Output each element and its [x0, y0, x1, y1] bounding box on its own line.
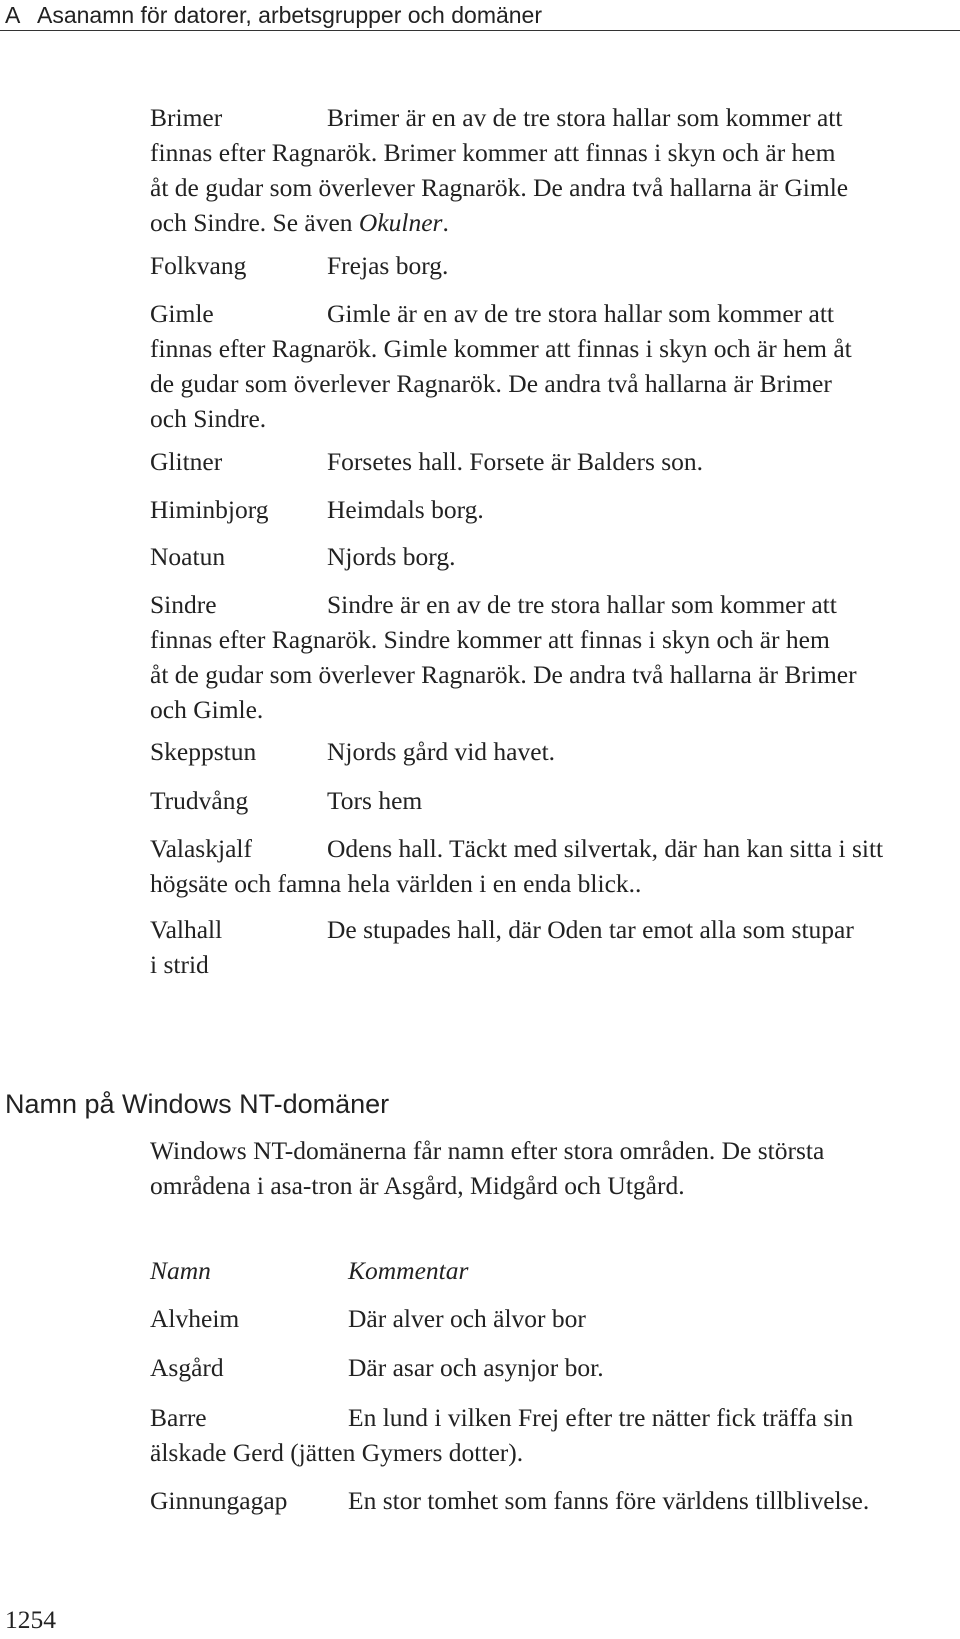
glossary-entry-glitner	[150, 444, 950, 479]
glossary-entry-skeppstun	[150, 734, 950, 769]
entry-term: Ginnungagap	[150, 1486, 288, 1515]
cross-reference: Okulner	[358, 208, 443, 237]
chapter-title: Asanamn för datorer, arbetsgrupper och domäner	[37, 2, 543, 28]
glossary-entry-gimle	[150, 296, 950, 436]
entry-term: Sindre	[150, 590, 217, 619]
entry-definition: Njords borg.	[327, 542, 456, 571]
entry-term: Trudvång	[150, 786, 249, 815]
entry-definition: Heimdals borg.	[327, 495, 484, 524]
entry-term: Barre	[150, 1403, 207, 1432]
page-number: 1254	[5, 1605, 56, 1634]
entry-definition-continued: finnas efter Ragnarök. Gimle kommer att finnas i skyn och är hem åt de gudar som överlever Ragnarök. De andra två hallarna är Brimer och Sindre.	[150, 334, 852, 433]
entry-term: Brimer	[150, 103, 223, 132]
chapter-letter: A	[5, 2, 21, 28]
column-header-name: Namn	[150, 1256, 211, 1285]
glossary-entry-sindre	[150, 587, 950, 727]
entry-definition: Odens hall. Täckt med silvertak, där han kan sitta i sitt	[327, 834, 884, 863]
domain-entry-asgard	[150, 1350, 950, 1385]
entry-term: Noatun	[150, 542, 226, 571]
domain-entry-barre	[150, 1400, 950, 1470]
domain-entry-alvheim	[150, 1301, 950, 1336]
glossary-entry-brimer	[150, 100, 950, 240]
entry-definition: En lund i vilken Frej efter tre nätter fick träffa sin	[348, 1403, 854, 1432]
glossary-entry-valaskjalf	[150, 831, 950, 901]
entry-definition: Njords gård vid havet.	[327, 737, 556, 766]
entry-definition-continued: finnas efter Ragnarök. Sindre kommer att finnas i skyn och är hem åt de gudar som överlever Ragnarök. De andra två hallarna är Brimer och Gimle.	[150, 625, 857, 724]
entry-definition: De stupades hall, där Oden tar emot alla som stupar	[327, 915, 854, 944]
entry-term: Himinbjorg	[150, 495, 269, 524]
entry-term: Asgård	[150, 1353, 224, 1382]
entry-definition: Sindre är en av de tre stora hallar som kommer att	[327, 590, 837, 619]
entry-definition: Frejas borg.	[327, 251, 449, 280]
entry-definition: Brimer är en av de tre stora hallar som kommer att	[327, 103, 843, 132]
section-intro: Windows NT-domänerna får namn efter stora områden. De största områdena i asa-tron är Asgård, Midgård och Utgård.	[150, 1136, 825, 1200]
section-heading: Namn på Windows NT-domäner	[5, 1089, 390, 1119]
entry-definition: Tors hem	[327, 786, 423, 815]
entry-definition: Där alver och älvor bor	[348, 1304, 586, 1333]
entry-definition-continued: i strid	[150, 950, 209, 979]
column-header-comment: Kommentar	[348, 1256, 469, 1285]
entry-term: Valaskjalf	[150, 834, 252, 863]
glossary-entry-valhall	[150, 912, 950, 982]
entry-definition: Gimle är en av de tre stora hallar som kommer att	[327, 299, 834, 328]
entry-term: Folkvang	[150, 251, 247, 280]
glossary-entry-folkvang	[150, 248, 950, 283]
entry-term: Valhall	[150, 915, 223, 944]
entry-term: Gimle	[150, 299, 214, 328]
entry-term: Glitner	[150, 447, 223, 476]
glossary-entry-noatun	[150, 539, 950, 574]
entry-definition: Forsetes hall. Forsete är Balders son.	[327, 447, 704, 476]
entry-definition: En stor tomhet som fanns före världens tillblivelse.	[348, 1486, 870, 1515]
glossary-entry-himinbjorg	[150, 492, 950, 527]
entry-definition-continued: älskade Gerd (jätten Gymers dotter).	[150, 1438, 524, 1467]
running-header	[0, 0, 960, 31]
entry-definition-continued: finnas efter Ragnarök. Brimer kommer att finnas i skyn och är hem åt de gudar som överlever Ragnarök. De andra två hallarna är Gimle och Sindre. Se även Okulner.	[150, 138, 849, 237]
domain-entry-ginnungagap	[150, 1483, 950, 1518]
entry-term: Skeppstun	[150, 737, 257, 766]
entry-definition: Där asar och asynjor bor.	[348, 1353, 604, 1382]
entry-term: Alvheim	[150, 1304, 240, 1333]
glossary-entry-trudvang	[150, 783, 950, 818]
entry-definition-continued: högsäte och famna hela världen i en enda blick..	[150, 869, 642, 898]
